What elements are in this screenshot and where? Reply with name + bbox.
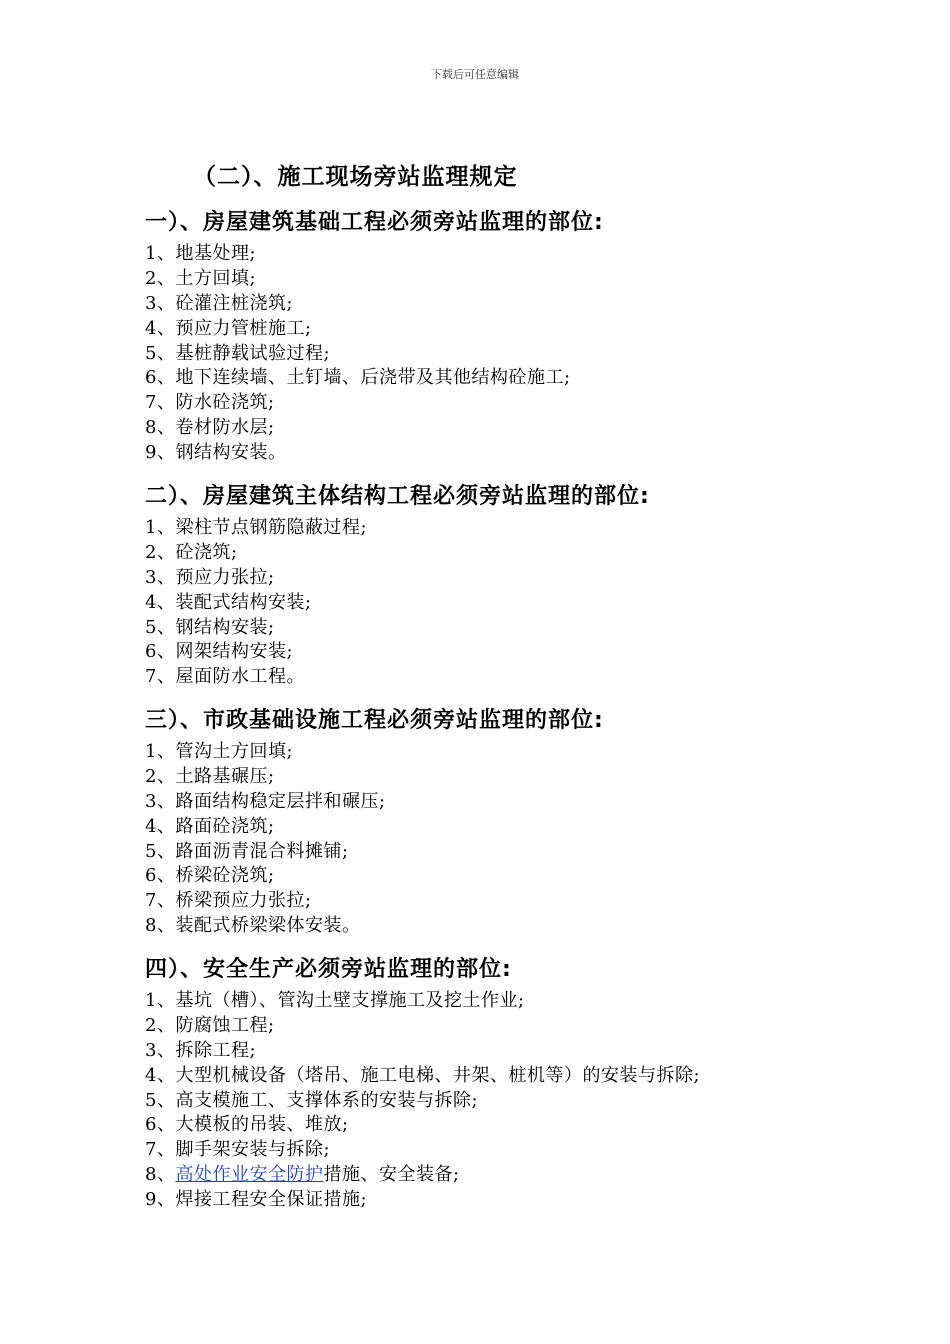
- list-item: 3、路面结构稳定层拌和碾压;: [145, 790, 386, 812]
- section-safety: [145, 951, 845, 1213]
- section-municipal: [145, 702, 845, 939]
- list-item-prefix: 8、: [145, 1164, 176, 1186]
- list-item: 6、桥梁砼浇筑;: [145, 865, 275, 887]
- list-item: 4、装配式结构安装;: [145, 591, 312, 613]
- list-item: 7、防水砼浇筑;: [145, 392, 275, 414]
- list-item: 6、网架结构安装;: [145, 641, 294, 663]
- list-item: 1、管沟土方回填;: [145, 741, 294, 762]
- section-heading: 一）、房屋建筑基础工程必须旁站监理的部位:: [145, 210, 604, 235]
- list-item: 2、砼浇筑;: [145, 541, 238, 563]
- list-item: 9、钢结构安装。: [145, 442, 287, 464]
- list-item: 4、大型机械设备（塔吊、施工电梯、井架、桩机等）的安装与拆除;: [145, 1064, 701, 1086]
- list-item: 5、钢结构安装;: [145, 616, 275, 638]
- list-item: 2、土路基碾压;: [145, 765, 275, 787]
- list-item-suffix: 措施、安全装备;: [323, 1164, 460, 1186]
- list-item: 6、地下连续墙、土钉墙、后浇带及其他结构砼施工;: [145, 367, 571, 389]
- section-heading: 二）、房屋建筑主体结构工程必须旁站监理的部位:: [145, 484, 650, 509]
- list-item: 7、桥梁预应力张拉;: [145, 890, 312, 912]
- list-item: 7、脚手架安装与拆除;: [145, 1139, 331, 1161]
- list-item: 3、预应力张拉;: [145, 566, 275, 588]
- section-heading: 三）、市政基础设施工程必须旁站监理的部位:: [145, 708, 604, 733]
- list-item-with-link: [145, 1163, 845, 1188]
- list-item: 2、防腐蚀工程;: [145, 1014, 275, 1036]
- list-item: 2、土方回填;: [145, 267, 257, 289]
- list-item: 5、路面沥青混合料摊铺;: [145, 840, 349, 862]
- list-item: 3、拆除工程;: [145, 1039, 257, 1061]
- list-item: 1、基坑（槽）、管沟土壁支撑施工及挖土作业;: [145, 990, 525, 1011]
- list-item: 1、地基处理;: [145, 243, 257, 264]
- hyperlink[interactable]: 高处作业安全防护: [175, 1164, 324, 1186]
- list-item: 7、屋面防水工程。: [145, 666, 305, 688]
- list-item: 8、卷材防水层;: [145, 417, 275, 439]
- list-item: 3、砼灌注桩浇筑;: [145, 292, 294, 314]
- header-note: 下载后可任意编辑: [431, 68, 519, 81]
- list-item: 5、基桩静载试验过程;: [145, 342, 331, 364]
- list-item: 5、高支模施工、支撑体系的安装与拆除;: [145, 1089, 479, 1111]
- document-title: （二）、施工现场旁站监理规定: [193, 164, 518, 190]
- list-item: 8、装配式桥梁梁体安装。: [145, 915, 361, 937]
- list-item: 4、预应力管桩施工;: [145, 317, 312, 339]
- list-item: 6、大模板的吊装、堆放;: [145, 1114, 349, 1136]
- section-foundation: [145, 204, 845, 466]
- list-item: 9、焊接工程安全保证措施;: [145, 1189, 368, 1211]
- section-main-structure: [145, 478, 845, 690]
- list-item: 4、路面砼浇筑;: [145, 815, 275, 837]
- section-heading: 四）、安全生产必须旁站监理的部位:: [145, 957, 512, 982]
- list-item: 1、梁柱节点钢筋隐蔽过程;: [145, 517, 368, 538]
